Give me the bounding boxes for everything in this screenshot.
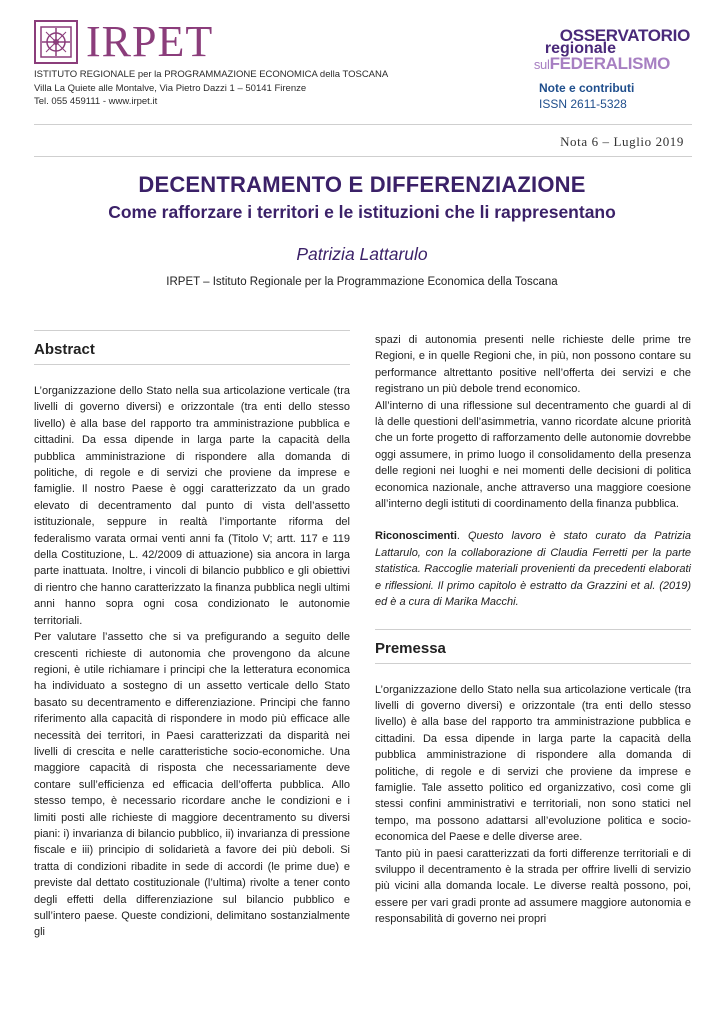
irpet-logo bbox=[34, 16, 274, 76]
series-info bbox=[539, 80, 634, 112]
abstract-heading: Abstract bbox=[34, 330, 350, 365]
observatory-line1: OSSERVATORIO bbox=[559, 26, 690, 45]
series-title: Note e contributi bbox=[539, 81, 635, 95]
document-title: DECENTRAMENTO E DIFFERENZIAZIONE bbox=[138, 172, 586, 197]
abstract-continuation-paragraph: All’interno di una riflessione sul decentramento che guardi al di là delle questioni dell’asimmetria, vanno ricordate alcune priorità che un forte progetto di rafforzamento delle autonomie dovrebbe oggi assumere, in primo luogo il consolidamento della presenza delle regioni nei luoghi e nei momenti delle decisioni di politica economica nazionale, anche attraverso una maggiore coesione all’interno degli istituti di coordinamento della finanza pubblica. bbox=[375, 399, 691, 511]
institute-contacts: Tel. 055 459111 - www.irpet.it bbox=[34, 96, 158, 107]
observatory-logo bbox=[490, 26, 690, 76]
acknowledgements-label: Riconoscimenti bbox=[375, 530, 457, 543]
abstract-continuation-paragraph: spazi di autonomia presenti nelle richieste delle prime tre Regioni, e in quelle Regioni che, in più, non possono contare su performance altrettanto positive nell’offerta dei servizi e che registrano un più debole trend economico. bbox=[375, 334, 691, 396]
acknowledgements: Riconoscimenti. Questo lavoro è stato curato da Patrizia Lattarulo, con la collaborazione di Claudia Ferretti per la parte statistica. Raccoglie materiali provenienti da precedenti elaborati e riflessioni. Il primo capitolo è estratto da Grazzini et al. (2019) ed è a cura di Marika Macchi. bbox=[375, 530, 691, 609]
premessa-paragraph: Tanto più in paesi caratterizzati da forti differenze territoriali e di sviluppo il decentramento è la strada per offrire livelli di servizio più vicini alla domanda locale. Le diverse realtà possono, poi, essere per vari gradi pronte ad assumere maggiore autonomia e responsabilità di governo nei propri bbox=[375, 847, 691, 926]
observatory-line2: regionale bbox=[544, 40, 616, 57]
header-divider bbox=[34, 124, 692, 125]
nota-divider bbox=[34, 156, 692, 157]
right-column bbox=[375, 332, 691, 928]
acknowledgements-text: Questo lavoro è stato curato da Patrizia Lattarulo, con la collaborazione di Claudia Ferretti per la parte statistica. Raccoglie materiali provenienti da precedenti elaborati e riflessioni. Il primo capitolo è estratto da Grazzini et al. (2019) ed è a cura di Marika Macchi. bbox=[375, 530, 691, 609]
abstract-paragraph: L’organizzazione dello Stato nella sua articolazione verticale (tra livelli di governo diversi) e orizzontale (tra enti dello stesso livello) è alla base del rapporto tra amministrazione pubblica e cittadini. Da essa dipende in larga parte la capacità della pubblica amministrazione di rispondere alla domanda di politiche, di regole e di servizi che proviene da imprese e famiglie. Il nostro Paese è oggi caratterizzato da un grado elevato di decentramento dal punto di vista dell’assetto istituzionale, seppure in realtà l’importante riforma del federalismo varata ormai venti anni fa (Titolo V; artt. 117 e 119 della Costituzione, L. 42/2009 di attuazione) sia ancora in larga parte inattuata. Inoltre, i vincoli di bilancio pubblico e gli obiettivi di rientro che hanno caratterizzato la finanza pubblica negli ultimi anni hanno sopra ogni cosa condizionato le autonomie territoriali. bbox=[34, 385, 350, 627]
author-affiliation: IRPET – Istituto Regionale per la Programmazione Economica della Toscana bbox=[166, 276, 558, 288]
premessa-heading: Premessa bbox=[375, 629, 691, 664]
irpet-emblem-icon bbox=[34, 20, 78, 64]
observatory-line3 bbox=[534, 54, 670, 74]
issn: ISSN 2611-5328 bbox=[539, 97, 627, 111]
premessa-paragraph: L’organizzazione dello Stato nella sua articolazione verticale (tra livelli di governo diversi) e orizzontale (tra enti dello stesso livello) è alla base del rapporto tra amministrazione pubblica e cittadini. Da essa dipende in larga parte la capacità della pubblica amministrazione di rispondere alla domanda di politiche, di regole e di servizi che proviene da imprese e famiglie. Tale assetto politico ed organizzativo, così come gli stessi confini amministrativi e territoriali, non sono statici nel tempo, ma possono adattarsi all’evoluzione politica e socio-economica del Paese e delle diverse aree. bbox=[375, 683, 691, 844]
abstract-paragraph: Per valutare l’assetto che si va prefigurando a seguito delle crescenti richieste di autonomia che provengono da alcune regioni, è utile richiamare i principi che la letteratura economica ha individuato a sostegno di un assetto verticale dello Stato basato su decentramento e differenziazione. Principi che fanno riferimento alla capacità di rispondere in modo più efficace alle necessità dei territori, in Paesi caratterizzati da disparità nei livelli di crescita e nelle caratteristiche socio-economiche. Una maggiore capacità di risposta che necessariamente deve contare sull’efficienza ed efficacia dell’offerta pubblica. Allo stesso tempo, è necessario ricordare anche le condizioni e i limiti posti alle richieste di maggiore decentramento su diversi piani: i) invarianza di bilancio pubblico, ii) invarianza di pressione fiscale e iii) principio di solidarietà a favore dei più deboli. Si tratta di condizioni ribadite in sede di accordi (le prime due) e previste dal dettato costituzionale (l’ultima) rivolte a tener conto degli effetti della differenziazione sul bilancio pubblico e sull’intero paese. Queste condizioni, delimitano sostanzialmente gli bbox=[34, 631, 350, 939]
institute-info bbox=[34, 68, 388, 109]
observatory-line3-main: FEDERALISMO bbox=[549, 54, 670, 73]
institute-address: Villa La Quiete alle Montalve, Via Pietro Dazzi 1 – 50141 Firenze bbox=[34, 82, 307, 94]
institute-name: ISTITUTO REGIONALE per la PROGRAMMAZIONE ECONOMICA della TOSCANA bbox=[34, 69, 389, 80]
author-name: Patrizia Lattarulo bbox=[296, 244, 428, 264]
left-column bbox=[34, 330, 350, 941]
logo-text: IRPET bbox=[86, 17, 214, 66]
document-subtitle: Come rafforzare i territori e le istituzioni che li rappresentano bbox=[108, 202, 616, 222]
note-number-date: Nota 6 – Luglio 2019 bbox=[560, 134, 684, 149]
observatory-line3-prefix: sul bbox=[533, 57, 550, 72]
